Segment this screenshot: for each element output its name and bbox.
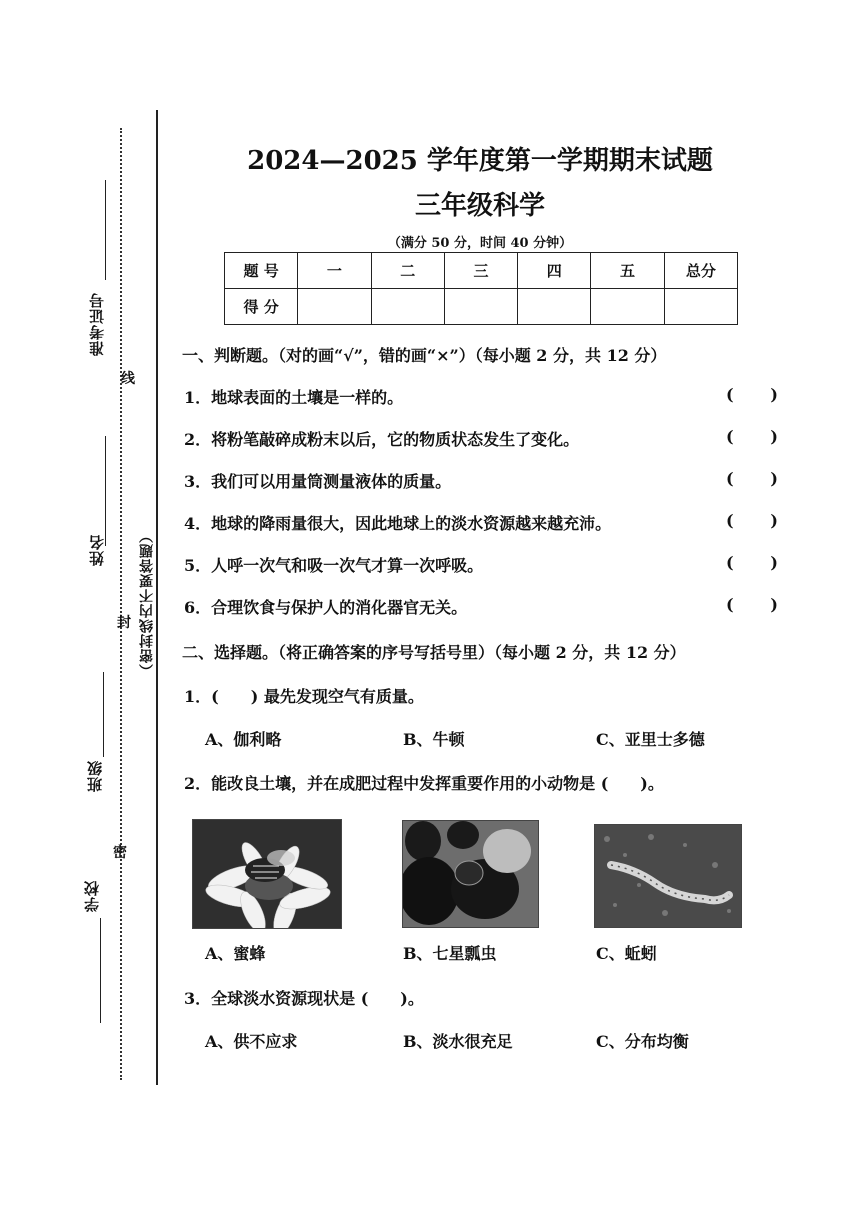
judge-answer-1[interactable] — [726, 385, 778, 404]
exam-title: 2024—2025 学年度第一学期期末试题 — [247, 146, 713, 176]
score-row-label: 得 分 — [225, 289, 298, 325]
paren-open: ( — [726, 385, 734, 404]
score-table-score-row — [225, 289, 738, 325]
score-table — [224, 252, 738, 325]
name-label: 姓名 — [88, 534, 106, 566]
judge-answer-2[interactable] — [726, 427, 778, 446]
score-input-3[interactable] — [444, 289, 517, 325]
exam-subject: 三年级科学 — [414, 191, 545, 221]
choice-3-option-b[interactable]: B、淡水很充足 — [403, 1032, 513, 1051]
bee-photo — [192, 819, 342, 929]
score-input-total[interactable] — [664, 289, 737, 325]
seal-char-feng: 封 — [117, 615, 131, 631]
score-cell-4: 四 — [518, 253, 591, 289]
earthworm-photo — [594, 824, 742, 928]
judge-answer-3[interactable] — [726, 469, 778, 488]
admission-label: 准考证号 — [88, 292, 106, 356]
score-cell-2: 二 — [371, 253, 444, 289]
paren-close: ) — [770, 511, 778, 530]
choice-2-option-c[interactable]: C、蚯蚓 — [596, 944, 657, 963]
judge-answer-4[interactable] — [726, 511, 778, 530]
score-cell-total: 总分 — [664, 253, 737, 289]
ladybug-photo — [402, 820, 539, 928]
paren-open: ( — [726, 553, 734, 572]
school-underline — [100, 918, 101, 1023]
binding-dotted-line — [120, 128, 122, 1080]
choice-2-option-b[interactable]: B、七星瓢虫 — [403, 944, 497, 963]
choice-3-option-c[interactable]: C、分布均衡 — [596, 1032, 689, 1051]
admission-underline — [105, 180, 106, 280]
choice-question-2: 2．能改良土壤，并在成肥过程中发挥重要作用的小动物是 ( )。 — [184, 774, 664, 793]
score-cell-5: 五 — [591, 253, 664, 289]
choice-1-option-a[interactable]: A、伽利略 — [205, 730, 282, 749]
paren-open: ( — [726, 511, 734, 530]
score-input-2[interactable] — [371, 289, 444, 325]
choice-question-1: 1．( ) 最先发现空气有质量。 — [184, 687, 424, 706]
name-underline — [105, 436, 106, 546]
judge-question-3: 3．我们可以用量筒测量液体的质量。 — [184, 472, 452, 491]
seal-note: （密封线内不要答题） — [139, 528, 155, 678]
paren-open: ( — [726, 469, 734, 488]
score-cell-label: 题 号 — [225, 253, 298, 289]
score-input-5[interactable] — [591, 289, 664, 325]
score-cell-1: 一 — [298, 253, 371, 289]
score-input-4[interactable] — [518, 289, 591, 325]
seal-char-mi: 密 — [113, 845, 127, 861]
score-cell-3: 三 — [444, 253, 517, 289]
paren-close: ) — [770, 553, 778, 572]
choice-2-option-a[interactable]: A、蜜蜂 — [205, 944, 266, 963]
paren-close: ) — [770, 385, 778, 404]
paren-open: ( — [726, 427, 734, 446]
judge-question-5: 5．人呼一次气和吸一次气才算一次呼吸。 — [184, 556, 484, 575]
paren-close: ) — [770, 427, 778, 446]
class-underline — [103, 672, 104, 757]
school-label: 学校 — [83, 880, 101, 912]
judge-question-2: 2．将粉笔敲碎成粉末以后，它的物质状态发生了变化。 — [184, 430, 580, 449]
choice-3-option-a[interactable]: A、供不应求 — [205, 1032, 298, 1051]
choice-1-option-c[interactable]: C、亚里士多德 — [596, 730, 705, 749]
choice-1-option-b[interactable]: B、牛顿 — [403, 730, 465, 749]
score-input-1[interactable] — [298, 289, 371, 325]
exam-info: （满分 50 分，时间 40 分钟） — [387, 236, 573, 251]
paren-open: ( — [726, 595, 734, 614]
seal-char-xian: 线 — [121, 371, 135, 387]
paren-close: ) — [770, 469, 778, 488]
judge-question-6: 6．合理饮食与保护人的消化器官无关。 — [184, 598, 468, 617]
section2-heading: 二、选择题。（将正确答案的序号写括号里）（每小题 2 分，共 12 分） — [182, 643, 686, 662]
section1-heading: 一、判断题。（对的画“√”，错的画“×”）（每小题 2 分，共 12 分） — [182, 346, 667, 365]
judge-answer-6[interactable] — [726, 595, 778, 614]
judge-question-4: 4．地球的降雨量很大，因此地球上的淡水资源越来越充沛。 — [184, 514, 612, 533]
choice-question-3: 3．全球淡水资源现状是 ( )。 — [184, 989, 424, 1008]
judge-question-1: 1．地球表面的土壤是一样的。 — [184, 388, 404, 407]
class-label: 班级 — [86, 760, 104, 792]
score-table-header-row — [225, 253, 738, 289]
judge-answer-5[interactable] — [726, 553, 778, 572]
paren-close: ) — [770, 595, 778, 614]
